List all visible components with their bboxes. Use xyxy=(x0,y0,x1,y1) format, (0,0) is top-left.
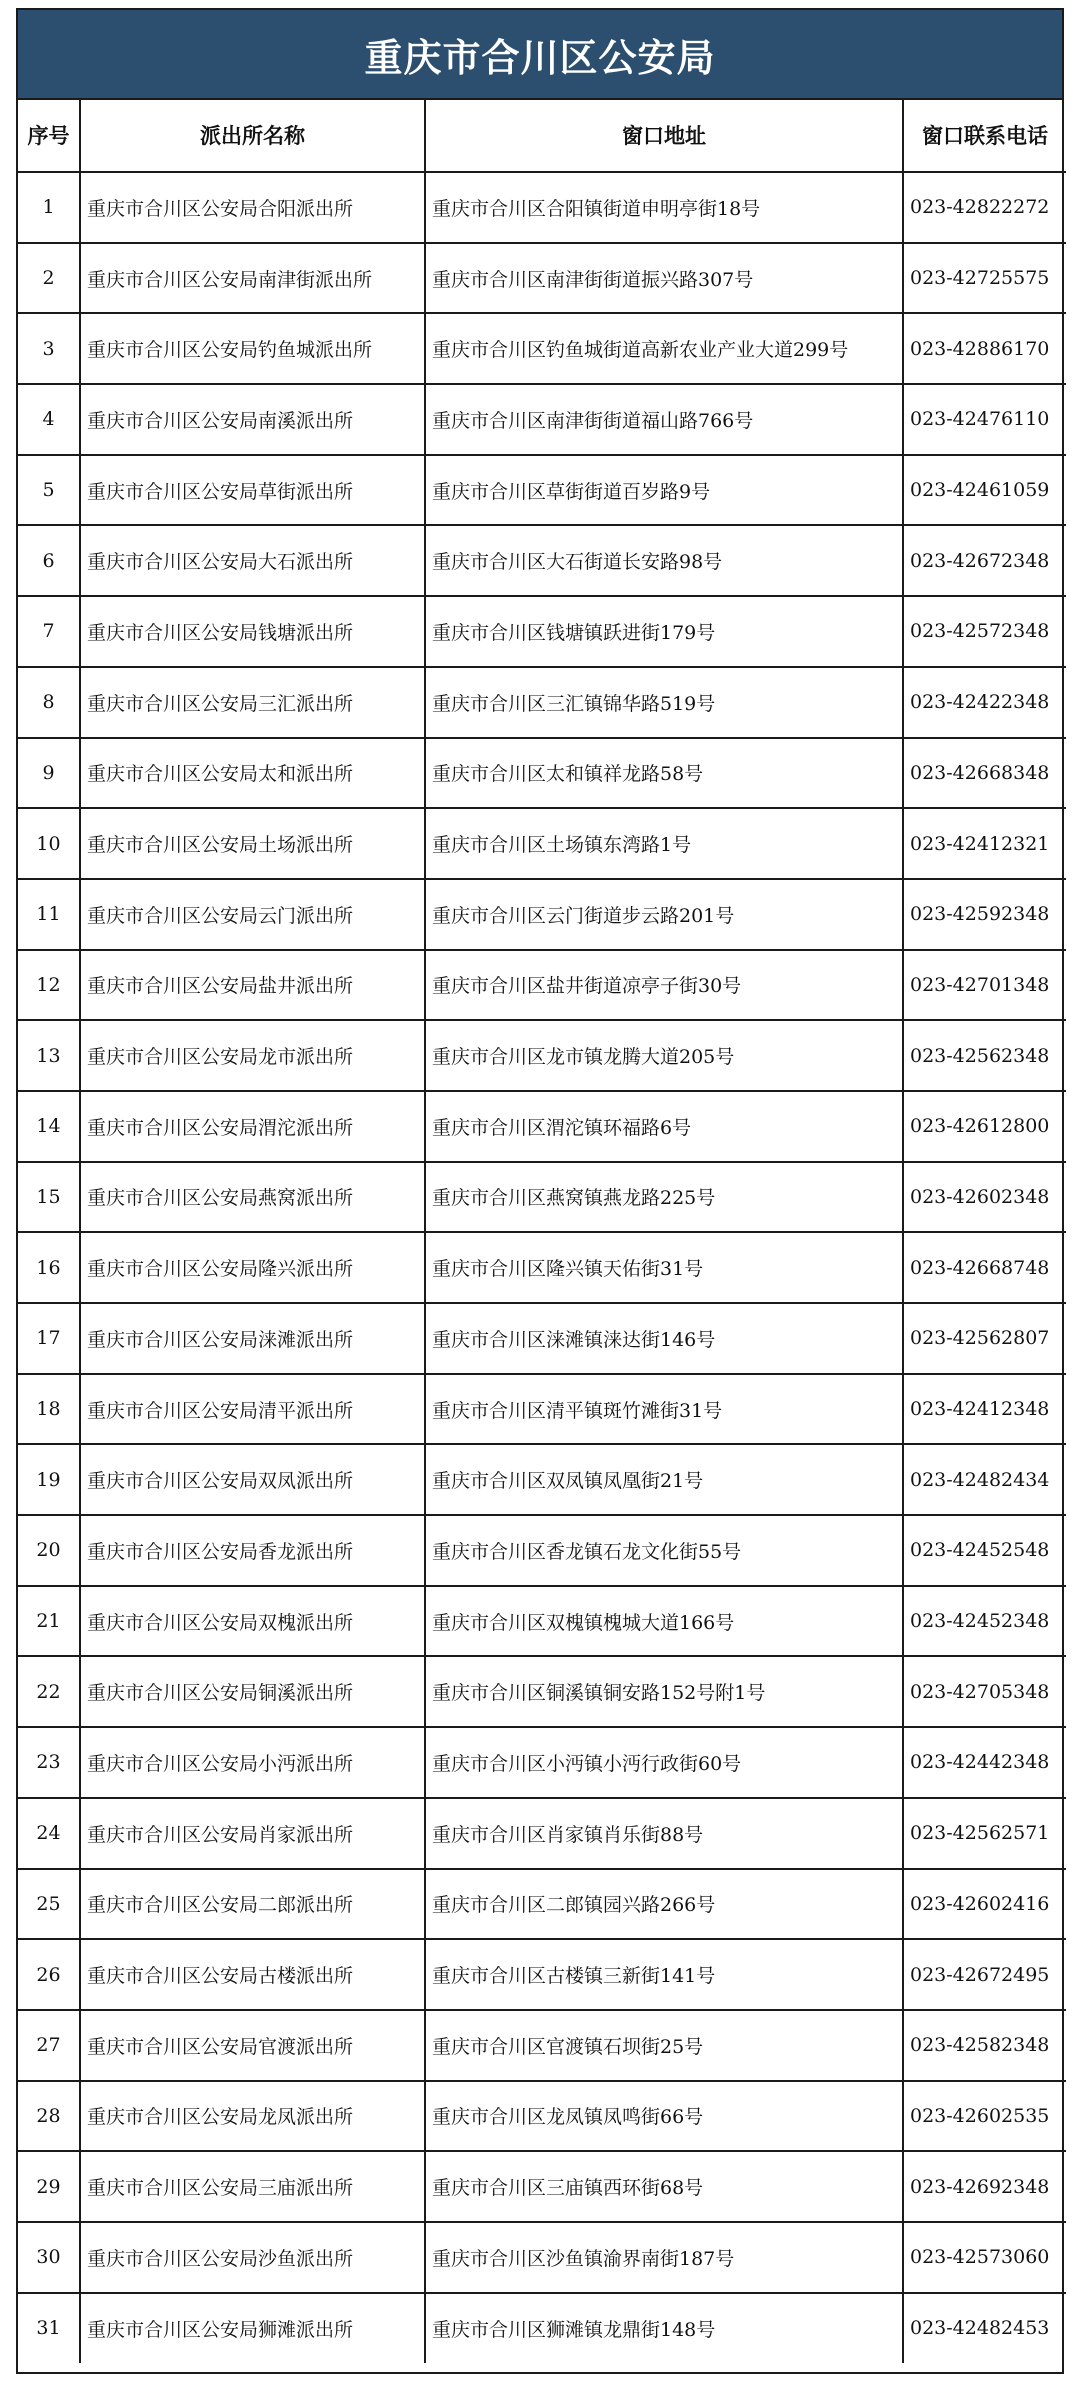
cell-station-name: 重庆市合川区公安局南津街派出所 xyxy=(80,243,425,314)
police-station-table xyxy=(18,100,1066,2363)
cell-no: 1 xyxy=(18,172,80,243)
cell-no: 21 xyxy=(18,1586,80,1657)
cell-station-name: 重庆市合川区公安局香龙派出所 xyxy=(80,1515,425,1586)
cell-station-name: 重庆市合川区公安局官渡派出所 xyxy=(80,2010,425,2081)
cell-window-phone: 023-42442348 xyxy=(903,1727,1066,1798)
cell-window-address: 重庆市合川区云门街道步云路201号 xyxy=(425,879,903,950)
cell-no: 12 xyxy=(18,950,80,1021)
cell-station-name: 重庆市合川区公安局云门派出所 xyxy=(80,879,425,950)
cell-window-address: 重庆市合川区龙凤镇凤鸣街66号 xyxy=(425,2081,903,2152)
table-row xyxy=(18,1091,1066,1162)
table-row xyxy=(18,1586,1066,1657)
cell-window-address: 重庆市合川区草街街道百岁路9号 xyxy=(425,455,903,526)
cell-station-name: 重庆市合川区公安局燕窝派出所 xyxy=(80,1162,425,1233)
table-row xyxy=(18,1020,1066,1091)
cell-station-name: 重庆市合川区公安局铜溪派出所 xyxy=(80,1656,425,1727)
table-row xyxy=(18,667,1066,738)
cell-window-phone: 023-42452348 xyxy=(903,1586,1066,1657)
cell-window-phone: 023-42412348 xyxy=(903,1374,1066,1445)
cell-no: 30 xyxy=(18,2222,80,2293)
cell-station-name: 重庆市合川区公安局古楼派出所 xyxy=(80,1939,425,2010)
police-station-table-sheet xyxy=(16,8,1064,2374)
cell-station-name: 重庆市合川区公安局小沔派出所 xyxy=(80,1727,425,1798)
cell-station-name: 重庆市合川区公安局钱塘派出所 xyxy=(80,596,425,667)
cell-window-phone: 023-42482434 xyxy=(903,1444,1066,1515)
cell-window-phone: 023-42602535 xyxy=(903,2081,1066,2152)
cell-station-name: 重庆市合川区公安局清平派出所 xyxy=(80,1374,425,1445)
table-row xyxy=(18,2293,1066,2364)
cell-station-name: 重庆市合川区公安局太和派出所 xyxy=(80,738,425,809)
cell-station-name: 重庆市合川区公安局大石派出所 xyxy=(80,525,425,596)
cell-no: 20 xyxy=(18,1515,80,1586)
cell-window-address: 重庆市合川区燕窝镇燕龙路225号 xyxy=(425,1162,903,1233)
cell-window-address: 重庆市合川区二郎镇园兴路266号 xyxy=(425,1869,903,1940)
cell-station-name: 重庆市合川区公安局南溪派出所 xyxy=(80,384,425,455)
cell-window-phone: 023-42582348 xyxy=(903,2010,1066,2081)
table-row xyxy=(18,2222,1066,2293)
table-row xyxy=(18,1798,1066,1869)
cell-station-name: 重庆市合川区公安局双凤派出所 xyxy=(80,1444,425,1515)
cell-no: 24 xyxy=(18,1798,80,1869)
cell-no: 25 xyxy=(18,1869,80,1940)
cell-station-name: 重庆市合川区公安局龙凤派出所 xyxy=(80,2081,425,2152)
cell-window-phone: 023-42672495 xyxy=(903,1939,1066,2010)
cell-no: 6 xyxy=(18,525,80,596)
table-row xyxy=(18,384,1066,455)
cell-station-name: 重庆市合川区公安局沙鱼派出所 xyxy=(80,2222,425,2293)
cell-station-name: 重庆市合川区公安局盐井派出所 xyxy=(80,950,425,1021)
table-row xyxy=(18,2010,1066,2081)
cell-window-address: 重庆市合川区隆兴镇天佑街31号 xyxy=(425,1232,903,1303)
cell-window-address: 重庆市合川区三汇镇锦华路519号 xyxy=(425,667,903,738)
cell-window-address: 重庆市合川区双槐镇槐城大道166号 xyxy=(425,1586,903,1657)
cell-window-address: 重庆市合川区清平镇斑竹滩街31号 xyxy=(425,1374,903,1445)
cell-window-address: 重庆市合川区古楼镇三新街141号 xyxy=(425,1939,903,2010)
cell-window-phone: 023-42476110 xyxy=(903,384,1066,455)
table-row xyxy=(18,1727,1066,1798)
cell-no: 29 xyxy=(18,2151,80,2222)
cell-no: 9 xyxy=(18,738,80,809)
cell-no: 8 xyxy=(18,667,80,738)
table-row xyxy=(18,2081,1066,2152)
cell-no: 13 xyxy=(18,1020,80,1091)
cell-window-phone: 023-42422348 xyxy=(903,667,1066,738)
cell-station-name: 重庆市合川区公安局狮滩派出所 xyxy=(80,2293,425,2364)
cell-window-phone: 023-42692348 xyxy=(903,2151,1066,2222)
cell-window-phone: 023-42573060 xyxy=(903,2222,1066,2293)
table-row xyxy=(18,950,1066,1021)
cell-no: 22 xyxy=(18,1656,80,1727)
cell-no: 14 xyxy=(18,1091,80,1162)
cell-no: 16 xyxy=(18,1232,80,1303)
cell-window-phone: 023-42886170 xyxy=(903,313,1066,384)
cell-no: 2 xyxy=(18,243,80,314)
table-header xyxy=(18,100,1066,172)
cell-no: 19 xyxy=(18,1444,80,1515)
cell-station-name: 重庆市合川区公安局龙市派出所 xyxy=(80,1020,425,1091)
cell-no: 18 xyxy=(18,1374,80,1445)
table-row xyxy=(18,2151,1066,2222)
cell-window-phone: 023-42822272 xyxy=(903,172,1066,243)
cell-window-address: 重庆市合川区涞滩镇涞达街146号 xyxy=(425,1303,903,1374)
cell-window-address: 重庆市合川区南津街街道振兴路307号 xyxy=(425,243,903,314)
cell-window-address: 重庆市合川区沙鱼镇渝界南街187号 xyxy=(425,2222,903,2293)
cell-station-name: 重庆市合川区公安局肖家派出所 xyxy=(80,1798,425,1869)
cell-window-address: 重庆市合川区盐井街道凉亭子街30号 xyxy=(425,950,903,1021)
cell-window-address: 重庆市合川区香龙镇石龙文化街55号 xyxy=(425,1515,903,1586)
table-header-row xyxy=(18,100,1066,172)
cell-no: 4 xyxy=(18,384,80,455)
cell-station-name: 重庆市合川区公安局涞滩派出所 xyxy=(80,1303,425,1374)
cell-window-address: 重庆市合川区肖家镇肖乐街88号 xyxy=(425,1798,903,1869)
cell-window-address: 重庆市合川区南津街街道福山路766号 xyxy=(425,384,903,455)
cell-station-name: 重庆市合川区公安局钓鱼城派出所 xyxy=(80,313,425,384)
table-row xyxy=(18,1232,1066,1303)
cell-no: 5 xyxy=(18,455,80,526)
table-row xyxy=(18,1869,1066,1940)
cell-station-name: 重庆市合川区公安局土场派出所 xyxy=(80,808,425,879)
cell-no: 15 xyxy=(18,1162,80,1233)
cell-window-address: 重庆市合川区钱塘镇跃进街179号 xyxy=(425,596,903,667)
cell-window-address: 重庆市合川区双凤镇凤凰街21号 xyxy=(425,1444,903,1515)
table-row xyxy=(18,455,1066,526)
header-no: 序号 xyxy=(18,100,80,172)
cell-window-phone: 023-42668748 xyxy=(903,1232,1066,1303)
table-row xyxy=(18,1162,1066,1233)
cell-window-address: 重庆市合川区太和镇祥龙路58号 xyxy=(425,738,903,809)
cell-window-address: 重庆市合川区三庙镇西环街68号 xyxy=(425,2151,903,2222)
cell-no: 11 xyxy=(18,879,80,950)
cell-window-phone: 023-42602416 xyxy=(903,1869,1066,1940)
header-window-address: 窗口地址 xyxy=(425,100,903,172)
cell-window-address: 重庆市合川区铜溪镇铜安路152号附1号 xyxy=(425,1656,903,1727)
cell-window-address: 重庆市合川区大石街道长安路98号 xyxy=(425,525,903,596)
table-row xyxy=(18,525,1066,596)
page-title: 重庆市合川区公安局 xyxy=(18,10,1062,100)
cell-window-phone: 023-42701348 xyxy=(903,950,1066,1021)
cell-station-name: 重庆市合川区公安局三汇派出所 xyxy=(80,667,425,738)
cell-station-name: 重庆市合川区公安局草街派出所 xyxy=(80,455,425,526)
cell-no: 10 xyxy=(18,808,80,879)
cell-window-address: 重庆市合川区合阳镇街道申明亭街18号 xyxy=(425,172,903,243)
cell-no: 28 xyxy=(18,2081,80,2152)
cell-window-address: 重庆市合川区钓鱼城街道高新农业产业大道299号 xyxy=(425,313,903,384)
table-row xyxy=(18,243,1066,314)
table-body xyxy=(18,172,1066,2363)
table-row xyxy=(18,808,1066,879)
cell-no: 17 xyxy=(18,1303,80,1374)
table-row xyxy=(18,1656,1066,1727)
cell-window-address: 重庆市合川区土场镇东湾路1号 xyxy=(425,808,903,879)
table-row xyxy=(18,596,1066,667)
table-row xyxy=(18,1515,1066,1586)
cell-window-phone: 023-42412321 xyxy=(903,808,1066,879)
cell-window-phone: 023-42668348 xyxy=(903,738,1066,809)
cell-window-phone: 023-42602348 xyxy=(903,1162,1066,1233)
table-row xyxy=(18,1374,1066,1445)
cell-station-name: 重庆市合川区公安局三庙派出所 xyxy=(80,2151,425,2222)
cell-station-name: 重庆市合川区公安局隆兴派出所 xyxy=(80,1232,425,1303)
table-row xyxy=(18,879,1066,950)
table-row xyxy=(18,172,1066,243)
cell-window-address: 重庆市合川区渭沱镇环福路6号 xyxy=(425,1091,903,1162)
cell-no: 26 xyxy=(18,1939,80,2010)
cell-no: 31 xyxy=(18,2293,80,2364)
cell-window-phone: 023-42572348 xyxy=(903,596,1066,667)
cell-station-name: 重庆市合川区公安局渭沱派出所 xyxy=(80,1091,425,1162)
cell-station-name: 重庆市合川区公安局双槐派出所 xyxy=(80,1586,425,1657)
cell-window-phone: 023-42592348 xyxy=(903,879,1066,950)
table-row xyxy=(18,313,1066,384)
table-row xyxy=(18,1303,1066,1374)
cell-no: 27 xyxy=(18,2010,80,2081)
cell-window-address: 重庆市合川区龙市镇龙腾大道205号 xyxy=(425,1020,903,1091)
cell-station-name: 重庆市合川区公安局二郎派出所 xyxy=(80,1869,425,1940)
cell-window-phone: 023-42482453 xyxy=(903,2293,1066,2364)
header-station-name: 派出所名称 xyxy=(80,100,425,172)
cell-window-phone: 023-42461059 xyxy=(903,455,1066,526)
cell-window-phone: 023-42562348 xyxy=(903,1020,1066,1091)
cell-window-phone: 023-42672348 xyxy=(903,525,1066,596)
cell-window-phone: 023-42452548 xyxy=(903,1515,1066,1586)
cell-window-address: 重庆市合川区官渡镇石坝街25号 xyxy=(425,2010,903,2081)
cell-window-phone: 023-42705348 xyxy=(903,1656,1066,1727)
cell-window-phone: 023-42725575 xyxy=(903,243,1066,314)
cell-window-phone: 023-42612800 xyxy=(903,1091,1066,1162)
table-row xyxy=(18,738,1066,809)
table-row xyxy=(18,1444,1066,1515)
cell-window-address: 重庆市合川区狮滩镇龙鼎街148号 xyxy=(425,2293,903,2364)
cell-no: 3 xyxy=(18,313,80,384)
header-window-phone: 窗口联系电话 xyxy=(903,100,1066,172)
cell-no: 23 xyxy=(18,1727,80,1798)
cell-window-phone: 023-42562807 xyxy=(903,1303,1066,1374)
table-row xyxy=(18,1939,1066,2010)
cell-station-name: 重庆市合川区公安局合阳派出所 xyxy=(80,172,425,243)
cell-no: 7 xyxy=(18,596,80,667)
cell-window-phone: 023-42562571 xyxy=(903,1798,1066,1869)
cell-window-address: 重庆市合川区小沔镇小沔行政街60号 xyxy=(425,1727,903,1798)
